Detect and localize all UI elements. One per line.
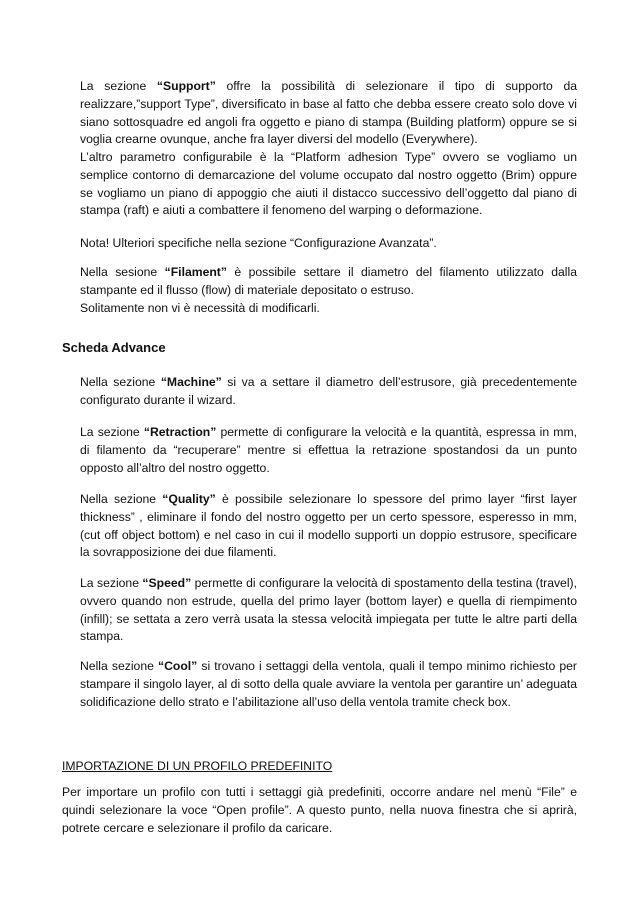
- support-paragraph: [80, 78, 577, 149]
- filament-keyword: “Filament”: [164, 265, 227, 279]
- adhesion-paragraph: L’altro parametro configurabile è la “Platform adhesion Type” ovvero se vogliamo un semplice contorno di demarcazione del volume occupato dal nostro oggetto (Brim) oppure se vogliamo un piano di appoggio che aiuti il distacco successivo dell’oggetto dal piano di stampa (raft) e aiuti a combattere il fenomeno del warping o deformazione.: [80, 150, 577, 218]
- cool-post: si trovano i settaggi della ventola, quali il tempo minimo richiesto per stampare il singolo layer, al di sotto della quale avviare la ventola per garantire un’ adeguata solidificazione dello strato e l’abilitazione all’uso della ventola tramite check box.: [80, 659, 577, 709]
- retraction-pre: La sezione: [80, 425, 144, 439]
- filament-post: è possibile settare il diametro del filamento utilizzato dalla stampante ed il flusso (flow) di materiale depositato o estruso.: [80, 265, 577, 297]
- quality-keyword: “Quality”: [162, 492, 216, 506]
- quality-paragraph: [80, 491, 577, 562]
- speed-post: permette di configurare la velocità di spostamento della testina (travel), ovvero quando non estrude, quella del primo layer (bottom layer) e quella di riempimento (infill); se settata a zero verrà usata la stessa velocità impiegata per tutte le altre parti della stampa.: [80, 576, 577, 644]
- filament-paragraph: [80, 264, 577, 300]
- speed-paragraph: [80, 575, 577, 646]
- filament-pre: Nella sesione: [80, 265, 165, 279]
- speed-pre: La sezione: [80, 576, 143, 590]
- support-keyword: “Support”: [156, 79, 216, 93]
- import-paragraph: Per importare un profilo con tutti i settaggi già predefiniti, occorre andare nel menù “File” e quindi selezionare la voce “Open profile”. A questo punto, nella nuova finestra che si aprirà, potrete cercare e selezionare il profilo da caricare.: [62, 785, 577, 835]
- quality-pre: Nella sezione: [80, 492, 163, 506]
- support-post: offre la possibilità di selezionare il tipo di supporto da realizzare,”support Type”, diversificato in base al fatto che debba essere creato solo dove vi siano sottosquadre ed angoli fra oggetto e piano di stampa (Building platform) oppure se si voglia crearne ovunque, anche fra layer diversi del modello (Everywhere).: [80, 79, 577, 147]
- quality-post: è possibile selezionare lo spessore del primo layer “first layer thickness” , eliminare il fondo del nostro oggetto per un certo spessore, esperesso in mm, (cut off object bottom) e nel caso in cui il modello supporti un doppio estrusore, specificare la sovrapposizione dei due filamenti.: [80, 492, 577, 560]
- import-heading: IMPORTAZIONE DI UN PROFILO PREDEFINITO: [62, 759, 333, 773]
- speed-keyword: “Speed”: [142, 576, 192, 590]
- machine-post: si va a settare il diametro dell’estrusore, già precedentemente configurato durante il wizard.: [80, 375, 577, 407]
- cool-paragraph: [80, 658, 577, 711]
- machine-keyword: “Machine”: [160, 375, 222, 389]
- cool-keyword: “Cool”: [157, 659, 198, 673]
- machine-pre: Nella sezione: [80, 375, 161, 389]
- filament-note: Solitamente non vi è necessità di modificarli.: [80, 301, 320, 315]
- retraction-post: permette di configurare la velocità e la quantità, espressa in mm, di filamento da “recuperare” mentre si effettua la retrazione spostandosi da un punto opposto all’altro del nostro oggetto.: [80, 425, 577, 475]
- scheda-advance-heading: Scheda Advance: [62, 340, 166, 355]
- nota-paragraph: Nota! Ulteriori specifiche nella sezione “Configurazione Avanzata”.: [80, 236, 437, 250]
- retraction-paragraph: [80, 424, 577, 477]
- support-pre: La sezione: [80, 79, 157, 93]
- retraction-keyword: “Retraction”: [143, 425, 217, 439]
- cool-pre: Nella sezione: [80, 659, 158, 673]
- machine-paragraph: [80, 374, 577, 410]
